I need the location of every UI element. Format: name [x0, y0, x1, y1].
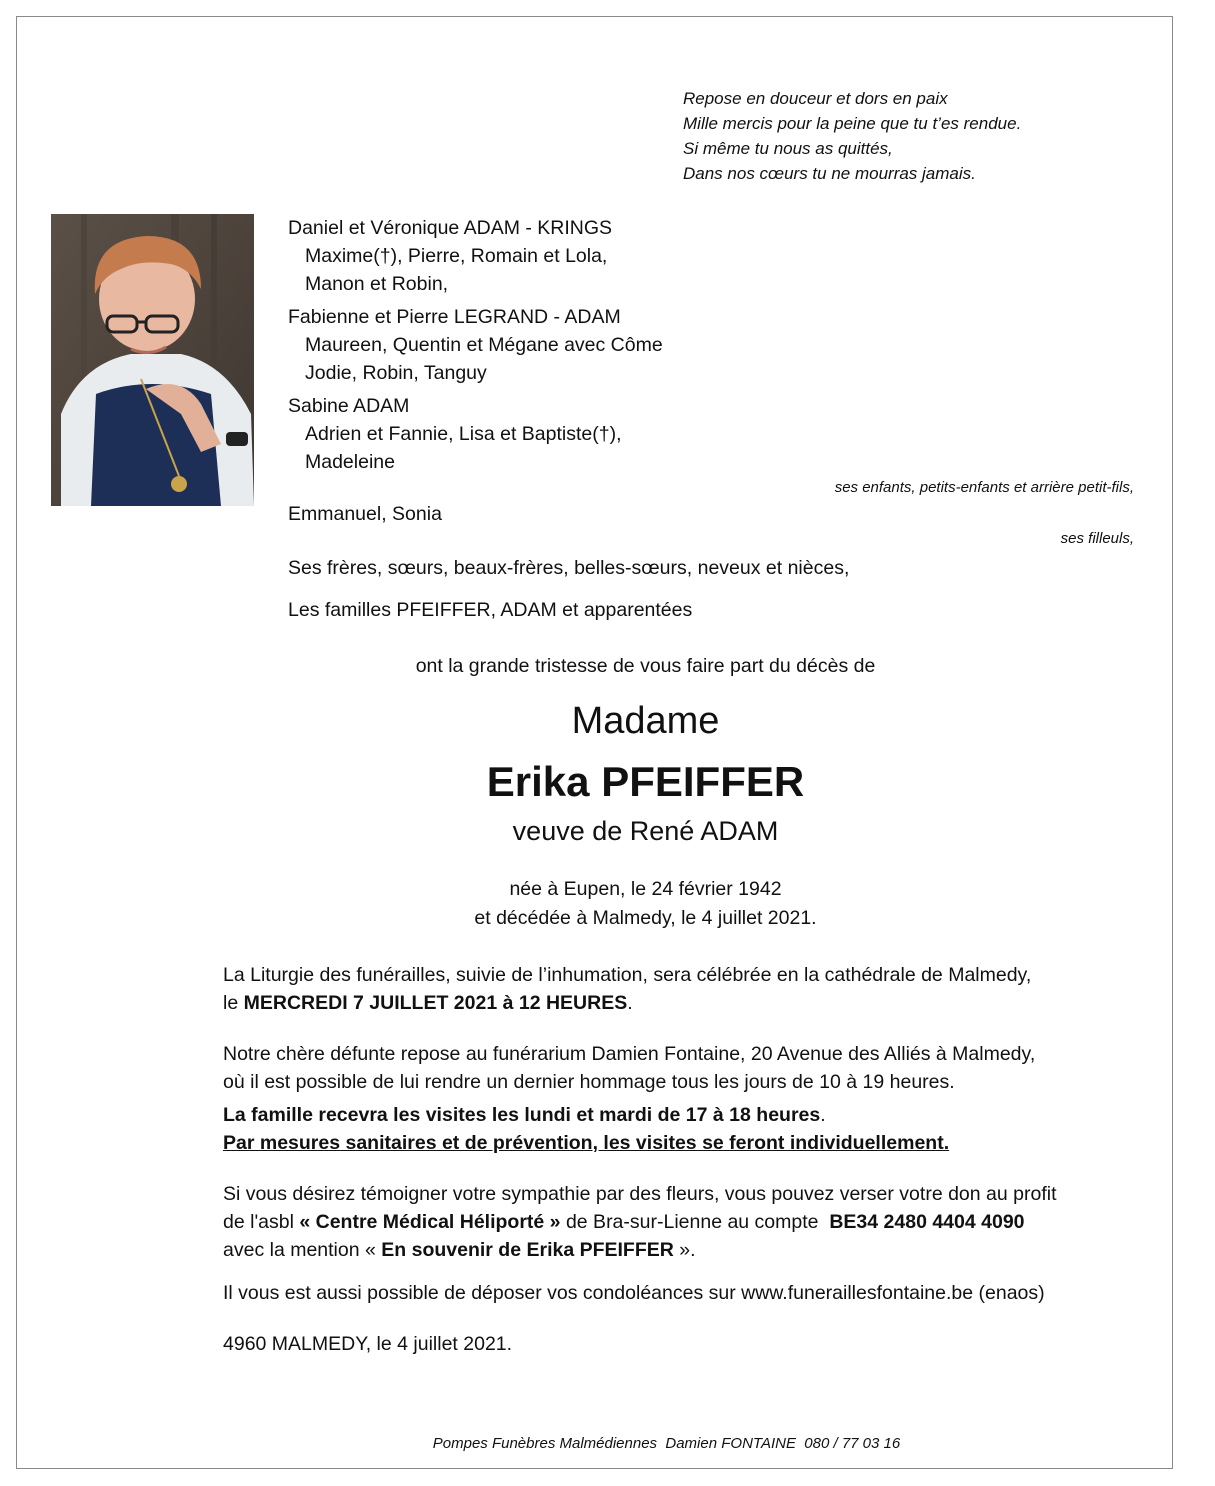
rest-info [223, 1040, 1035, 1096]
family-head: Sabine ADAM [288, 395, 410, 417]
poem-line: Si même tu nous as quittés, [683, 139, 893, 158]
text: avec la mention « [223, 1239, 382, 1261]
family-line: Maureen, Quentin et Mégane avec Côme [305, 334, 663, 356]
condolences: Il vous est aussi possible de déposer vos condoléances sur www.funeraillesfontaine.be (enaos) [223, 1282, 1045, 1304]
poem [683, 86, 1021, 186]
siblings: Ses frères, sœurs, beaux-frères, belles-sœurs, neveux et nièces, [288, 557, 850, 579]
family-group-3 [288, 392, 622, 476]
poem-line: Mille mercis pour la peine que tu t’es rendue. [683, 114, 1022, 133]
flowers-line [223, 1236, 1057, 1264]
family-line: Adrien et Fannie, Lisa et Baptiste(†), [305, 423, 622, 445]
family-line: Jodie, Robin, Tanguy [305, 362, 487, 384]
sanitary-notice: Par mesures sanitaires et de prévention, les visites se feront individuellement. [223, 1132, 950, 1154]
donation-mention: En souvenir de Erika PFEIFFER [381, 1239, 674, 1261]
family-group-2 [288, 303, 663, 387]
funeral-datetime: MERCREDI 7 JUILLET 2021 à 12 HEURES [243, 992, 628, 1014]
family-head: Daniel et Véronique ADAM - KRINGS [288, 217, 613, 239]
deceased-widow: veuve de René ADAM [512, 816, 779, 846]
birth-date: née à Eupen, le 24 février 1942 [509, 878, 782, 900]
text: . [627, 992, 633, 1014]
godchildren-note: ses filleuls, [1060, 530, 1134, 547]
text: . [820, 1104, 826, 1126]
visits-info [223, 1101, 949, 1157]
portrait-icon [51, 214, 254, 506]
bank-account: BE34 2480 4404 4090 [829, 1211, 1025, 1233]
deceased-name: Erika PFEIFFER [486, 758, 805, 805]
family-head: Fabienne et Pierre LEGRAND - ADAM [288, 306, 621, 328]
families: Les familles PFEIFFER, ADAM et apparentées [288, 599, 693, 621]
deceased-title: Madame [571, 700, 720, 742]
announcement: ont la grande tristesse de vous faire part du décès de [415, 655, 876, 677]
family-line: Madeleine [305, 451, 395, 473]
rest-line: Notre chère défunte repose au funérarium Damien Fontaine, 20 Avenue des Alliés à Malmedy, [223, 1043, 1036, 1065]
place-date: 4960 MALMEDY, le 4 juillet 2021. [223, 1333, 513, 1355]
flowers-line: Si vous désirez témoigner votre sympathie par des fleurs, vous pouvez verser votre don au profit [223, 1183, 1057, 1205]
poem-line: Dans nos cœurs tu ne mourras jamais. [683, 164, 976, 183]
funeral-info [223, 961, 1031, 1017]
charity-name: « Centre Médical Héliporté » [299, 1211, 561, 1233]
death-date: et décédée à Malmedy, le 4 juillet 2021. [474, 907, 817, 929]
family-line: Maxime(†), Pierre, Romain et Lola, [305, 245, 608, 267]
text: de l'asbl [223, 1211, 300, 1233]
rest-line: où il est possible de lui rendre un dernier hommage tous les jours de 10 à 19 heures. [223, 1071, 955, 1093]
portrait-photo [51, 214, 254, 506]
godchildren: Emmanuel, Sonia [288, 503, 442, 525]
text: de Bra-sur-Lienne au compte [560, 1211, 830, 1233]
text: le [223, 992, 244, 1014]
footer-credit: Pompes Funèbres Malmédiennes Damien FONTAINE 080 / 77 03 16 [432, 1435, 901, 1452]
children-note: ses enfants, petits-enfants et arrière petit-fils, [834, 479, 1134, 496]
visits-line [223, 1101, 949, 1129]
visits-hours: La famille recevra les visites les lundi et mardi de 17 à 18 heures [223, 1104, 821, 1126]
poem-line: Repose en douceur et dors en paix [683, 89, 948, 108]
family-line: Manon et Robin, [305, 273, 449, 295]
funeral-line: La Liturgie des funérailles, suivie de l’inhumation, sera célébrée en la cathédrale de Malmedy, [223, 964, 1032, 986]
flowers-line [223, 1208, 1057, 1236]
funeral-line [223, 989, 1031, 1017]
text: ». [673, 1239, 696, 1261]
family-group-1 [288, 214, 612, 298]
flowers-info [223, 1180, 1057, 1264]
